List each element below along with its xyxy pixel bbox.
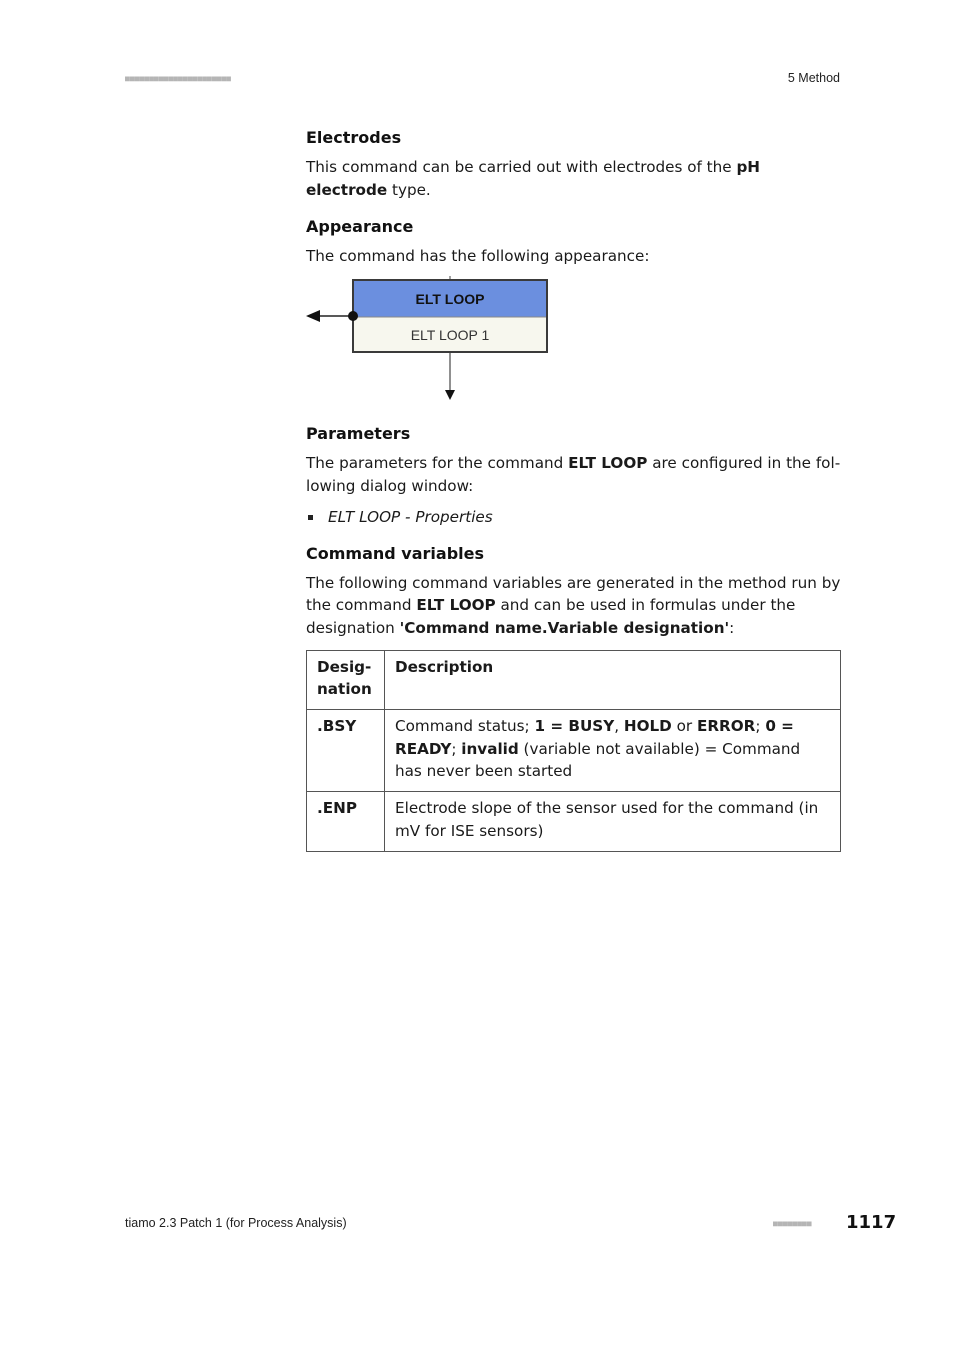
down-arrow-icon: [445, 390, 455, 400]
electrodes-heading: Electrodes: [306, 128, 402, 147]
table-row: [307, 792, 841, 851]
table-header-row: [307, 650, 841, 709]
appearance-text: The command has the following appearance:: [306, 247, 650, 266]
command-block-svg: [306, 276, 566, 406]
connector-dot-icon: [348, 311, 358, 321]
command-variables-heading: Command variables: [306, 543, 484, 563]
footer-decoration: ■■■■■■■■: [773, 1219, 812, 1228]
parameters-list-item: ELT LOOP - Properties: [306, 506, 841, 528]
command-block-diagram: [306, 276, 841, 406]
command-block-label: ELT LOOP 1: [410, 327, 490, 344]
table-header-description: Description: [385, 650, 841, 709]
page-number: 1117: [846, 1212, 897, 1233]
electrodes-text: This command can be carried out with electrodes of the pH electrode type.: [306, 158, 761, 199]
header-decoration: ■■■■■■■■■■■■■■■■■■■■■■: [125, 74, 231, 83]
table-cell-description: Command status; 1 = BUSY, HOLD or ERROR; 0 = READY; invalid (variable not available) = Command has never been started: [385, 710, 841, 792]
table-row: [307, 710, 841, 792]
table-cell-description: Electrode slope of the sensor used for the command (in mV for ISE sensors): [385, 792, 841, 851]
header-section-title: 5 Method: [787, 71, 840, 85]
left-arrow-icon: [306, 310, 320, 322]
footer-product: tiamo 2.3 Patch 1 (for Process Analysis): [125, 1216, 347, 1230]
parameters-list: [306, 506, 841, 528]
table-cell-designation: .ENP: [307, 792, 385, 851]
command-variables-text: The following command variables are generated in the method run by the command ELT LOOP and can be used in formulas under the designation 'Command name.Variable designation':: [306, 573, 841, 637]
command-block-title: ELT LOOP: [415, 291, 485, 308]
page-content: [306, 126, 841, 852]
parameters-heading: Parameters: [306, 424, 411, 444]
parameters-text: The parameters for the command ELT LOOP are configured in the fol-lowing dialog window:: [306, 454, 841, 495]
table-cell-designation: .BSY: [307, 710, 385, 792]
table-header-designation: Desig-nation: [307, 650, 385, 709]
variables-table: [306, 650, 841, 852]
appearance-heading: Appearance: [306, 217, 414, 237]
